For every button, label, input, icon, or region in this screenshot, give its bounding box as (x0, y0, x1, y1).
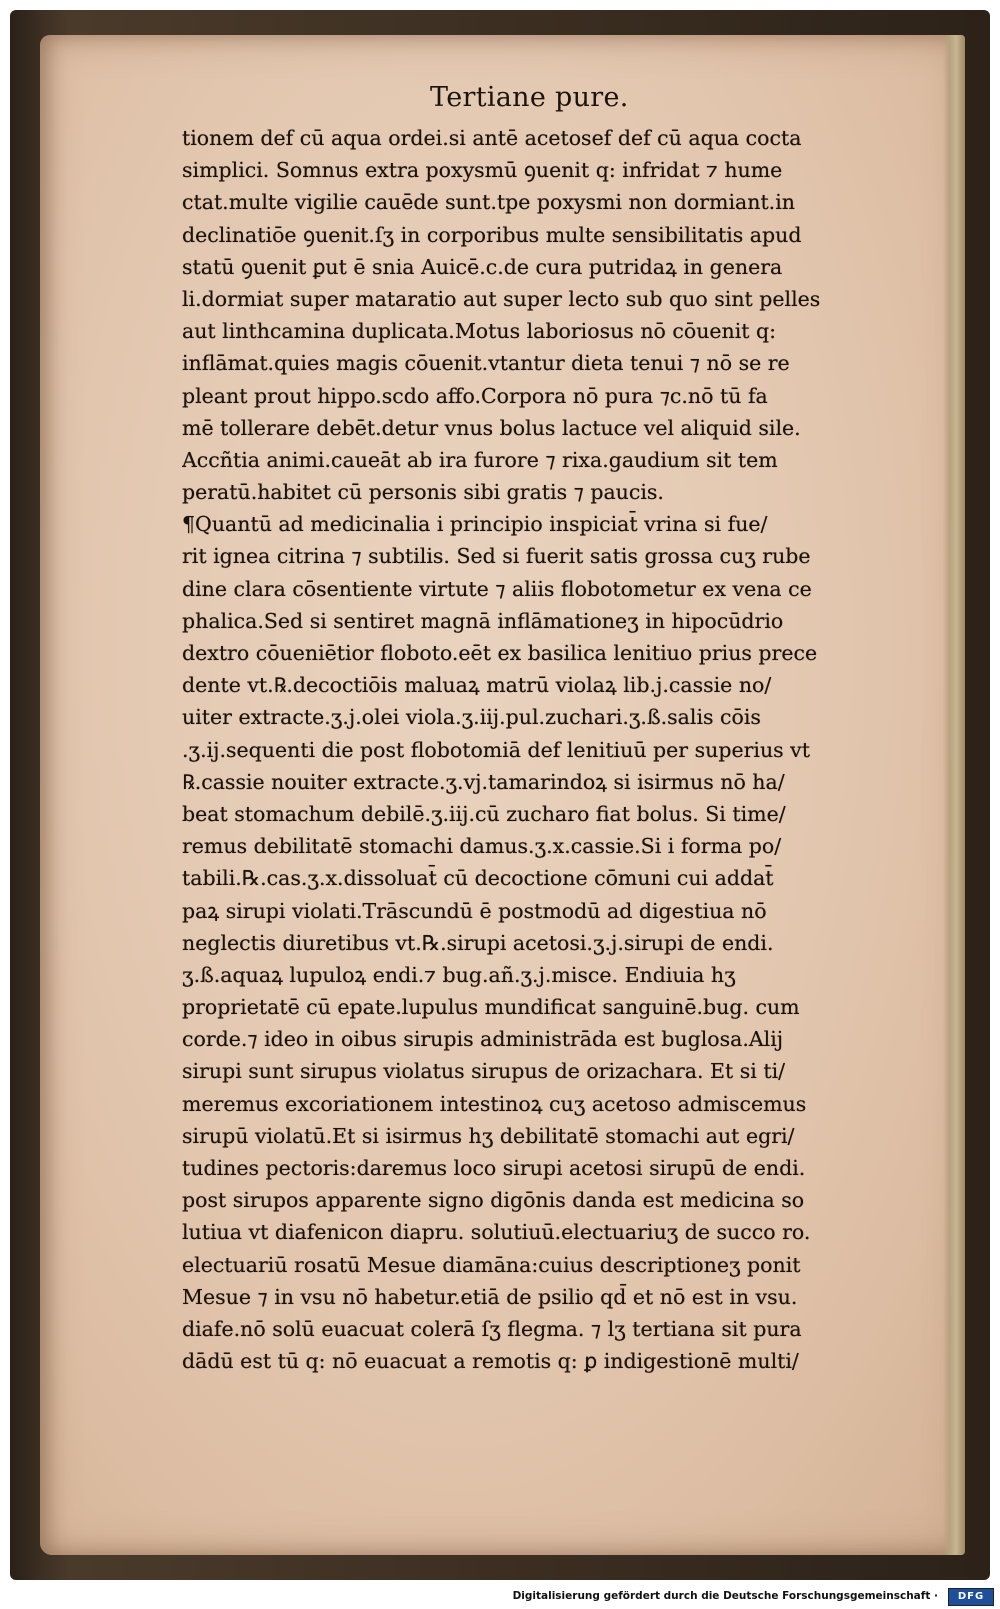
text-line: diafe.nō solū euacuat colerā ſʒ flegma. ⁊ lʒ tertiana sit pura (182, 1316, 802, 1341)
text-line: tionem def cū aqua ordei.si antē acetosef def cū aqua cocta (182, 126, 802, 150)
text-line: peratū.habitet cū personis sibi gratis ⁊ paucis. (182, 480, 664, 505)
text-line: neglectis diuretibus vt.℞.sirupi acetosi.ʒ.j.sirupi de endi. (182, 930, 774, 955)
text-line: ʒ.ß.aquaꝝ lupuloꝝ endi.⁊ bug.añ.ʒ.j.misce. Endiuia hʒ (182, 962, 736, 987)
text-line: post sirupos apparente signo digōnis danda est medicina so (182, 1188, 805, 1213)
text-line: dextro cōueniētior floboto.eēt ex basilica lenitiuo prius prece (182, 641, 818, 665)
text-line: dādū est tū q: nō euacuat a remotis q: ꝑ indigestionē multi/ (182, 1349, 799, 1374)
text-line: dente vt.℞.decoctiōis maluaꝝ matrū violaꝝ lib.j.cassie no/ (182, 673, 772, 698)
text-line: ctat.multe vigilie cauēde sunt.tpe poxysmi non dormiant.in (182, 190, 795, 215)
text-line: tudines pectoris:daremus loco sirupi acetosi sirupū de endi. (182, 1156, 806, 1180)
footer-credit: Digitalisierung gefördert durch die Deutsche Forschungsgemeinschaft · (512, 1590, 938, 1602)
text-line: dine clara cōsentiente virtute ⁊ aliis flobotometur ex vena ce (182, 576, 812, 601)
text-line: sirupi sunt sirupus violatus sirupus de orizachara. Et si ti/ (182, 1059, 786, 1084)
text-line: aut linthcamina duplicata.Motus laboriosus nō cōuenit q: (182, 319, 777, 344)
text-line: declinatiōe ꝯuenit.ſʒ in corporibus multe sensibilitatis apud (182, 222, 802, 247)
running-head: Tertiane pure. (430, 82, 629, 113)
text-line: li.dormiat super mataratio aut super lecto sub quo sint pelles (182, 286, 821, 311)
text-line: rit ignea citrina ⁊ subtilis. Sed si fuerit satis grossa cuʒ rube (182, 544, 811, 569)
text-line: corde.⁊ ideo in oibus sirupis administrāda est buglosa.Alij (182, 1027, 784, 1052)
text-line: ¶Quantū ad medicinalia i principio inspiciat̄ vrina si fue/ (182, 512, 768, 537)
text-line: electuariū rosatū Mesue diamāna:cuius descriptioneʒ ponit (182, 1252, 801, 1277)
text-line: mē tollerare debēt.detur vnus bolus lactuce vel aliquid sile. (182, 415, 801, 440)
text-line: statū ꝯuenit ꝑut ē snia Auicē.c.de cura putridaꝝ in genera (182, 254, 783, 279)
text-line: beat stomachum debilē.ʒ.iij.cū zucharo fiat bolus. Si time/ (182, 801, 786, 826)
text-line: inflāmat.quies magis cōuenit.vtantur dieta tenui ⁊ nō se re (182, 351, 790, 376)
text-line: paꝝ sirupi violati.Trāscundū ē postmodū ad digestiua nō (182, 898, 767, 923)
text-line: remus debilitatē stomachi damus.ʒ.x.cassie.Si i forma po/ (182, 834, 782, 859)
text-line: sirupū violatū.Et si isirmus hʒ debilitatē stomachi aut egri/ (182, 1123, 795, 1148)
text-line: tabili.℞.cas.ʒ.x.dissoluat̄ cū decoctione cōmuni cui addat̄ (182, 866, 774, 891)
text-line: uiter extracte.ʒ.j.olei viola.ʒ.iij.pul.zuchari.ʒ.ß.salis cōis (182, 705, 761, 730)
page-edge (943, 35, 965, 1555)
dfg-logo: DFG (948, 1588, 994, 1606)
text-line: Accñtia animi.caueāt ab ira furore ⁊ rixa.gaudium sit tem (182, 447, 778, 472)
text-line: ℞.cassie nouiter extracte.ʒ.vj.tamarindoꝝ si isirmus nō ha/ (182, 769, 785, 794)
footer (0, 1588, 1000, 1609)
text-line: pleant prout hippo.scdo affo.Corpora nō pura ⁊c.nō tū fa (182, 383, 768, 408)
text-line: Mesue ⁊ in vsu nō habetur.etiā de psilio qd̄ et nō est in vsu. (182, 1284, 798, 1309)
text-line: meremus excoriationem intestinoꝝ cuʒ acetoso admiscemus (182, 1091, 807, 1116)
text-line: lutiua vt diafenicon diapru. solutiuū.electuariuʒ de succo ro. (182, 1220, 811, 1245)
text-block (182, 122, 857, 1377)
text-line: proprietatē cū epate.lupulus mundificat sanguinē.bug. cum (182, 995, 800, 1020)
text-line: simplici. Somnus extra poxysmū ꝯuenit q: infridat ⁊ hume (182, 158, 783, 183)
text-line: phalica.Sed si sentiret magnā inflāmationeʒ in hipocūdrio (182, 608, 784, 633)
text-line: .ʒ.ij.sequenti die post flobotomiā def lenitiuū per superius vt (182, 737, 811, 762)
